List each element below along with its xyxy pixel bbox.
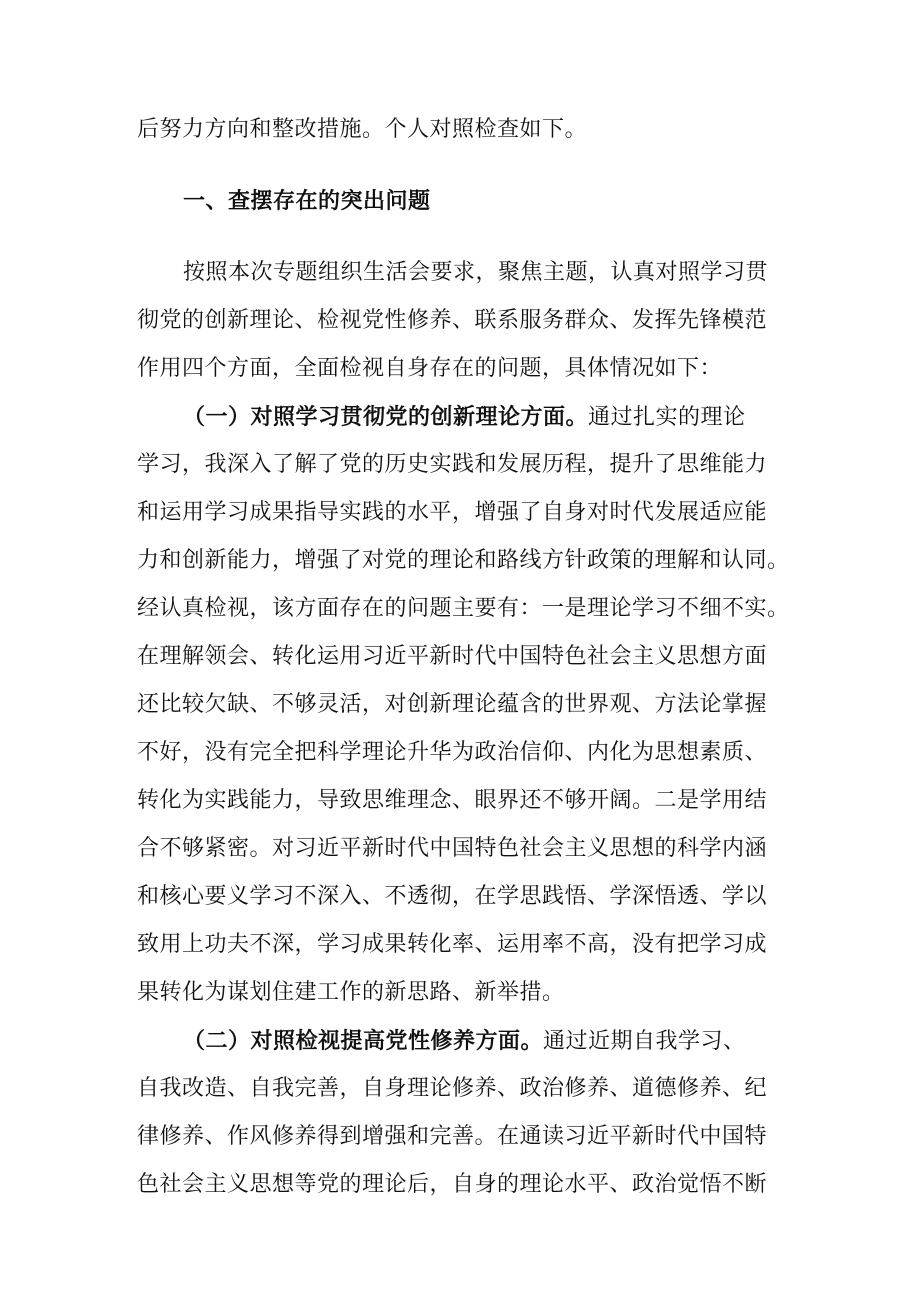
- paragraph-line: 力和创新能力，增强了对党的理论和路线方针政策的理解和认同。: [137, 548, 790, 573]
- paragraph-line: 彻党的创新理论、检视党性修养、联系服务群众、发挥先锋模范: [137, 308, 768, 333]
- paragraph-line: 还比较欠缺、不够灵活，对创新理论蕴含的世界观、方法论掌握: [137, 692, 768, 717]
- paragraph-line: 和运用学习成果指导实践的水平，增强了自身对时代发展适应能: [137, 500, 768, 525]
- paragraph-line: 经认真检视，该方面存在的问题主要有：一是理论学习不细不实。: [137, 596, 790, 621]
- paragraph-text: 通过扎实的理论: [588, 405, 746, 430]
- paragraph-line: 按照本次专题组织生活会要求，聚焦主题，认真对照学习贯: [183, 260, 769, 285]
- paragraph-line: 转化为实践能力，导致思维理念、眼界还不够开阔。二是学用结: [137, 788, 768, 813]
- paragraph-line: 不好，没有完全把科学理论升华为政治信仰、内化为思想素质、: [137, 740, 768, 765]
- subsection-heading: （二）对照检视提高党性修养方面。: [183, 1028, 544, 1054]
- paragraph-line: 和核心要义学习不深入、不透彻，在学思践悟、学深悟透、学以: [137, 884, 768, 909]
- paragraph-line: 后努力方向和整改措施。个人对照检查如下。: [137, 117, 588, 142]
- paragraph-line: 在理解领会、转化运用习近平新时代中国特色社会主义思想方面: [137, 644, 768, 669]
- subsection-line: [183, 1026, 746, 1057]
- paragraph-line: 合不够紧密。对习近平新时代中国特色社会主义思想的科学内涵: [137, 836, 768, 861]
- paragraph-line: 自我改造、自我完善，自身理论修养、政治修养、道德修养、纪: [137, 1076, 768, 1101]
- section-heading: 一、查摆存在的突出问题: [183, 188, 431, 214]
- paragraph-line: 律修养、作风修养得到增强和完善。在通读习近平新时代中国特: [137, 1124, 768, 1149]
- paragraph-text: 通过近期自我学习、: [543, 1029, 746, 1054]
- paragraph-line: 致用上功夫不深，学习成果转化率、运用率不高，没有把学习成: [137, 932, 768, 957]
- subsection-heading: （一）对照学习贯彻党的创新理论方面。: [183, 404, 589, 430]
- subsection-line: [183, 402, 746, 433]
- paragraph-line: 果转化为谋划住建工作的新思路、新举措。: [137, 980, 565, 1005]
- paragraph-line: 作用四个方面，全面检视自身存在的问题，具体情况如下：: [137, 356, 723, 381]
- paragraph-line: 色社会主义思想等党的理论后，自身的理论水平、政治觉悟不断: [137, 1172, 768, 1197]
- paragraph-line: 学习，我深入了解了党的历史实践和发展历程，提升了思维能力: [137, 452, 768, 477]
